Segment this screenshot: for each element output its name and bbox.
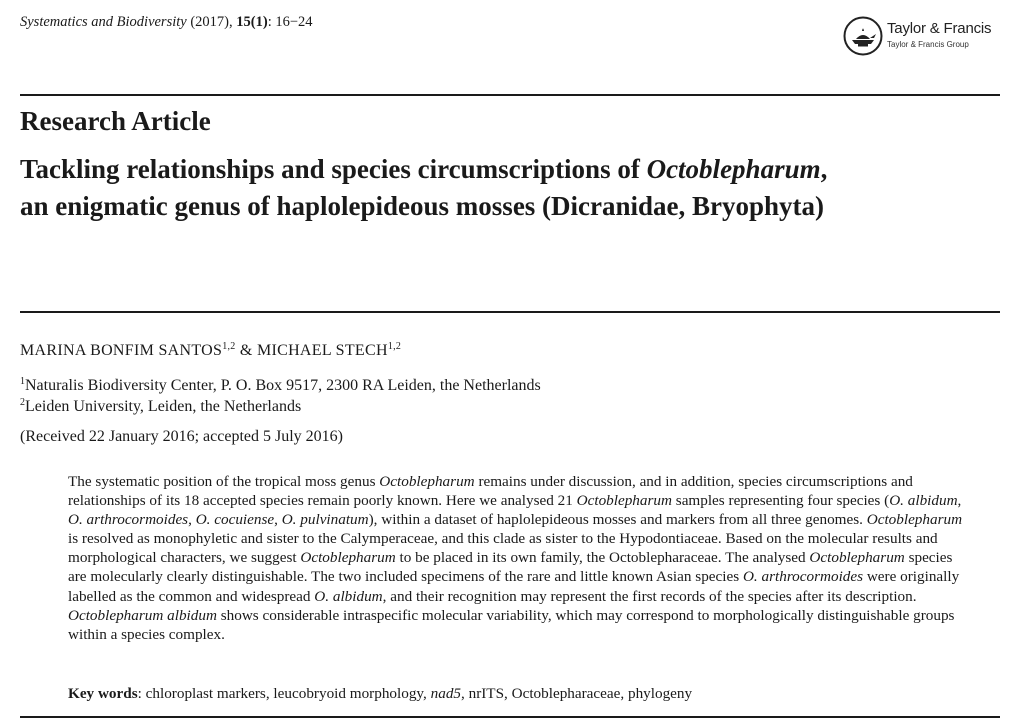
italic-text: Octoblepharum xyxy=(809,549,905,567)
journal-volume: 15(1) xyxy=(236,14,268,30)
received-dates: (Received 22 January 2016; accepted 5 July 2016) xyxy=(20,428,344,445)
publisher-group: Taylor & Francis Group xyxy=(887,40,969,49)
italic-text: O. albidum xyxy=(889,492,958,510)
text-run: , nrITS, Octoblepharaceae, phylogeny xyxy=(461,685,693,702)
italic-text: Octoblepharum xyxy=(300,549,396,567)
affiliation xyxy=(20,397,301,416)
text-run: , and their recognition may represent the first records of the species after its description. xyxy=(382,587,917,605)
author-list xyxy=(20,341,401,360)
italic-text: Octoblepharum xyxy=(866,511,963,529)
footer-divider xyxy=(20,716,1000,718)
text-run: shows considerable intraspecific molecular variability, which may correspond to morphologically distinguishable groups within a species complex. xyxy=(68,606,955,643)
header-divider xyxy=(20,94,1000,96)
text-run: samples representing four species ( xyxy=(671,492,890,510)
text-run: to be placed in its own family, the Octoblepharaceae. The analysed xyxy=(395,549,810,567)
affiliation-text: Leiden University, Leiden, the Netherlands xyxy=(25,398,302,415)
title-genus: Octoblepharum xyxy=(646,154,821,184)
italic-text: O. cocuiense xyxy=(195,511,275,529)
italic-text: nad5 xyxy=(430,685,461,702)
author-separator: & xyxy=(235,342,257,359)
text-run: , xyxy=(957,492,962,510)
article-title xyxy=(20,151,1005,225)
publisher-name: Taylor & Francis xyxy=(887,20,992,37)
italic-text: Octoblepharum albidum xyxy=(68,606,217,624)
italic-text: Octoblepharum xyxy=(576,492,672,510)
text-run: remains under discussion, and in addition, species circumscriptions and relationships of its 18 accepted species remain poorly known. Here we analysed 21 xyxy=(68,473,913,510)
text-run: : xyxy=(137,685,146,702)
text-run: were originally labelled as the common and widespread xyxy=(68,568,960,605)
author-name: MARINA BONFIM SANTOS xyxy=(20,342,223,359)
text-run: species are molecularly clearly distinguishable. The two included specimens of the rare and little known Asian species xyxy=(68,549,953,586)
italic-text: Octoblepharum xyxy=(379,473,475,490)
author-affil-sup: 1,2 xyxy=(222,341,236,352)
affiliation-number: 2 xyxy=(20,397,25,408)
italic-text: O. arthrocormoides xyxy=(68,511,189,529)
keywords xyxy=(68,685,692,703)
text-run: The systematic position of the tropical moss genus xyxy=(68,473,380,490)
text-run: is resolved as monophyletic and sister to the Calymperaceae, and this clade as sister to the Hypodontiaceae. Based on the molecular results and morphological characters, we suggest xyxy=(68,530,938,567)
title-part1: Tackling relationships and species circumscriptions of xyxy=(20,154,647,184)
journal-citation xyxy=(20,14,313,31)
affiliation xyxy=(20,376,541,395)
article-type: Research Article xyxy=(20,106,211,136)
oil-lamp-icon xyxy=(843,16,883,56)
journal-pages: : 16−24 xyxy=(267,14,313,30)
italic-text: O. albidum xyxy=(314,587,383,605)
title-part2: , xyxy=(820,154,828,184)
journal-year: (2017), xyxy=(190,14,233,30)
italic-text: O. arthrocormoides xyxy=(742,568,864,586)
text-run: ), within a dataset of haplolepideous mosses and markers from all three genomes. xyxy=(368,511,867,529)
affiliation-number: 1 xyxy=(20,376,25,387)
abstract xyxy=(68,472,973,644)
title-divider xyxy=(20,311,1000,313)
journal-name: Systematics and Biodiversity xyxy=(20,14,187,30)
publisher-logo xyxy=(843,14,1008,58)
keywords-label: Key words xyxy=(68,685,138,702)
text-run: chloroplast markers, leucobryoid morphology, xyxy=(145,685,431,702)
italic-text: O. pulvinatum xyxy=(281,511,369,529)
text-run: , xyxy=(274,511,282,529)
title-line2: an enigmatic genus of haplolepideous mosses (Dicranidae, Bryophyta) xyxy=(20,191,825,221)
affiliation-text: Naturalis Biodiversity Center, P. O. Box 9517, 2300 RA Leiden, the Netherlands xyxy=(25,377,541,394)
author-name: MICHAEL STECH xyxy=(256,342,388,359)
text-run: , xyxy=(188,511,196,529)
author-affil-sup: 1,2 xyxy=(387,341,402,352)
